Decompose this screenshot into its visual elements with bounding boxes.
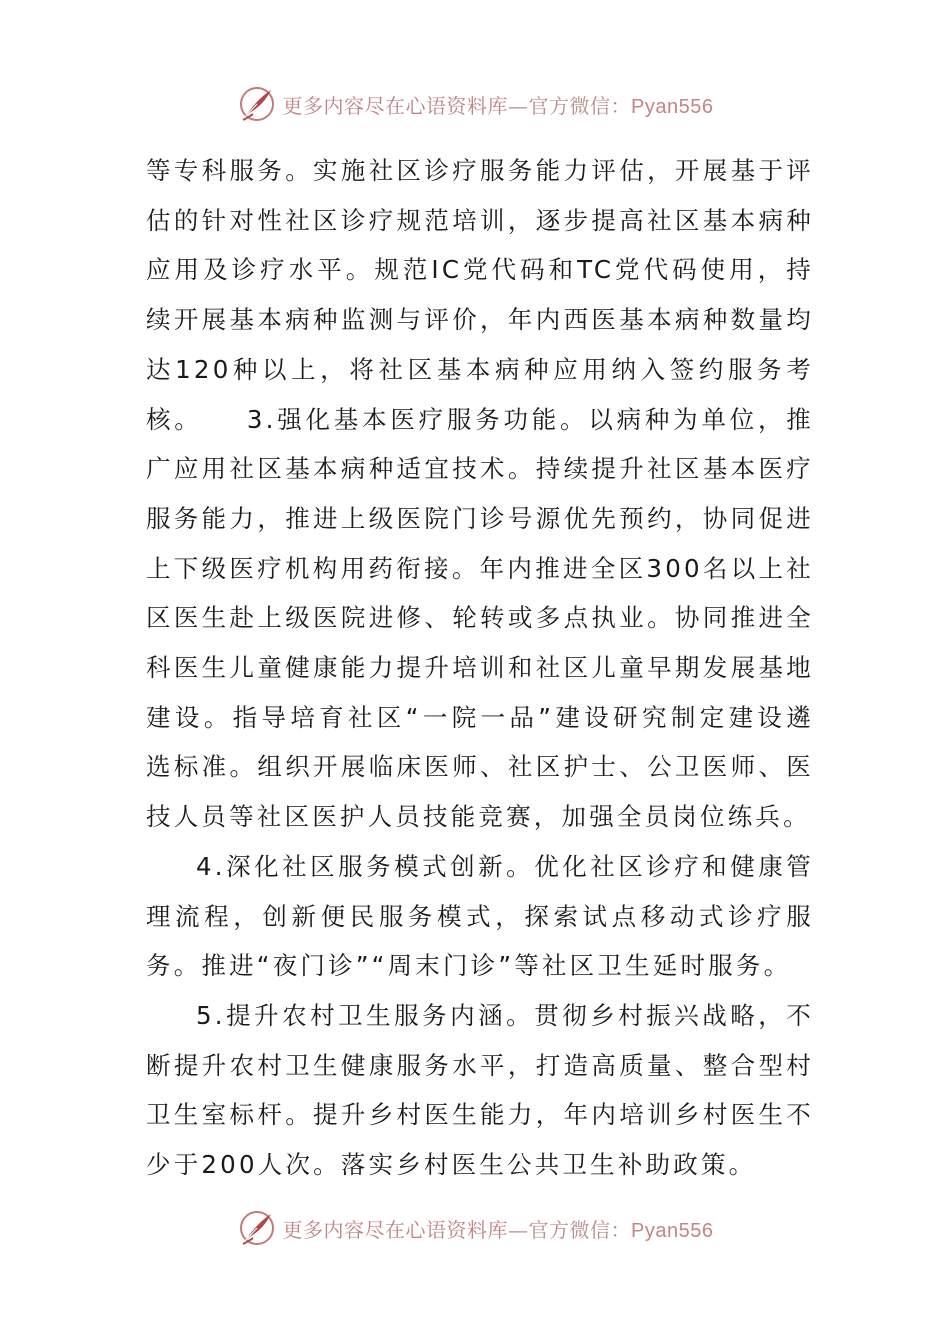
watermark-brand: 更多内容尽在心语资料库 <box>282 93 509 118</box>
paragraph: 4.深化社区服务模式创新。优化社区诊疗和健康管理流程，创新便民服务模式，探索试点移动式诊疗服务。推进“夜门诊”“周末门诊”等社区卫生延时服务。 <box>146 851 814 981</box>
document-body <box>146 146 814 1190</box>
watermark-separator: — <box>508 93 529 118</box>
paragraph: 5.提升农村卫生服务内涵。贯彻乡村振兴战略，不断提升农村卫生健康服务水平，打造高质量、整合型村卫生室标杆。提升乡村医生能力，年内培训乡村医生不少于200人次。落实乡村医生公共卫生补助政策。 <box>146 1000 814 1180</box>
watermark-wechat-id: Pyan556 <box>631 1219 714 1242</box>
watermark-text <box>283 90 714 119</box>
watermark-brand: 更多内容尽在心语资料库 <box>282 1217 509 1242</box>
watermark-label: 官方微信： <box>528 93 632 118</box>
header-watermark <box>0 82 950 126</box>
watermark-wechat-id: Pyan556 <box>631 95 714 118</box>
quill-logo-icon <box>237 84 277 124</box>
footer-watermark <box>0 1206 950 1250</box>
watermark-text <box>283 1214 714 1243</box>
watermark-label: 官方微信： <box>528 1217 632 1242</box>
quill-logo-icon <box>237 1208 277 1248</box>
paragraph: 等专科服务。实施社区诊疗服务能力评估，开展基于评估的针对性社区诊疗规范培训，逐步提高社区基本病种应用及诊疗水平。规范IC党代码和TC党代码使用，持续开展基本病种监测与评价，年内西医基本病种数量均达120种以上，将社区基本病种应用纳入签约服务考核。 3.强化基本医疗服务功能。以病种为单位，推广应用社区基本病种适宜技术。持续提升社区基本医疗服务能力，推进上级医院门诊号源优先预约，协同促进上下级医疗机构用药衔接。年内推进全区300名以上社区医生赴上级医院进修、轮转或多点执业。协同推进全科医生儿童健康能力提升培训和社区儿童早期发展基地建设。指导培育社区“一院一品”建设研究制定建设遴选标准。组织开展临床医师、社区护士、公卫医师、医技人员等社区医护人员技能竞赛，加强全员岗位练兵。 <box>146 156 814 832</box>
watermark-separator: — <box>508 1217 529 1242</box>
